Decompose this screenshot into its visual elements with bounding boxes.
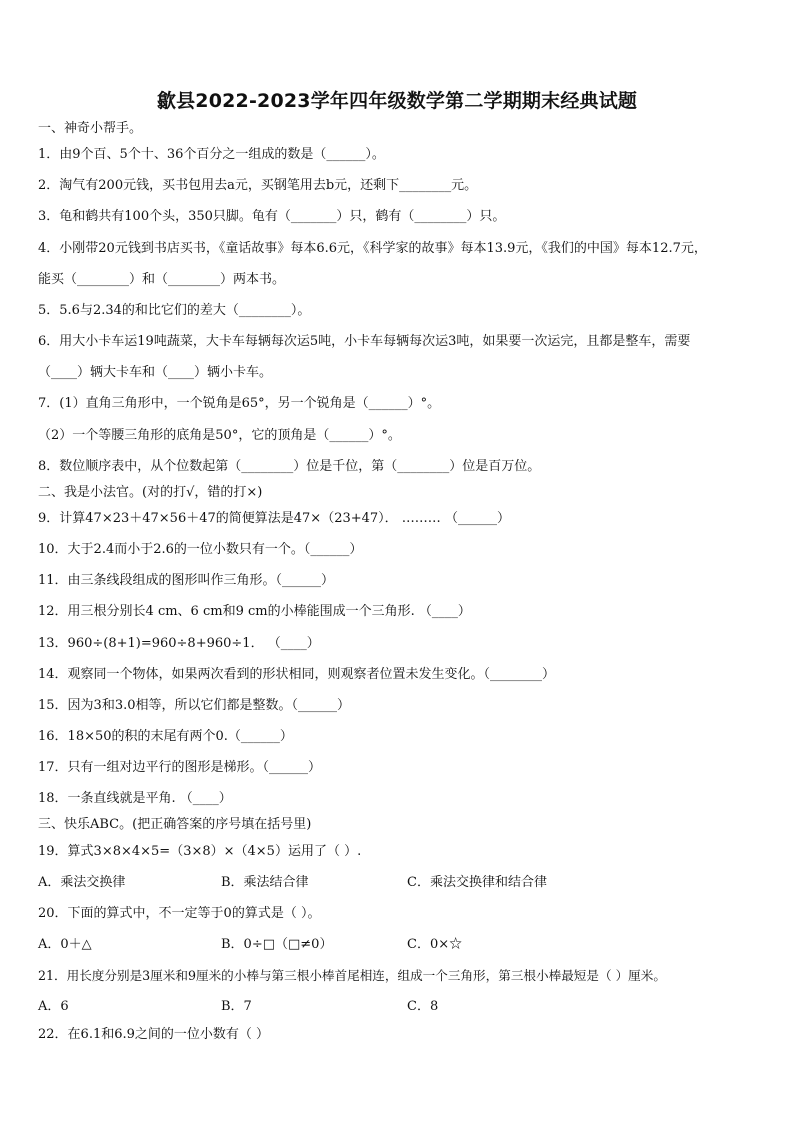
question-13: 13．960÷(8+1)=960÷8+960÷1． （____） <box>38 636 320 651</box>
question-18: 18．一条直线就是平角. （____） <box>38 791 232 806</box>
question-9: 9．计算47×23＋47×56＋47的简便算法是47×（23+47）． ……… （______） <box>38 511 510 526</box>
question-2: 2．淘气有200元钱，买书包用去a元，买钢笔用去b元，还剩下________元。 <box>38 178 478 193</box>
q20-option-c: C．0×☆ <box>407 937 463 952</box>
question-7-part-1: 7．(1）直角三角形中，一个锐角是65°，另一个锐角是（______）°。 <box>38 396 441 411</box>
q19-option-a: A．乘法交换律 <box>38 875 126 890</box>
question-5: 5．5.6与2.34的和比它们的差大（________）。 <box>38 303 311 318</box>
page-title: 歙县2022-2023学年四年级数学第二学期期末经典试题 <box>156 90 638 112</box>
q19-option-c: C．乘法交换律和结合律 <box>407 875 547 890</box>
question-19: 19．算式3×8×4×5=（3×8）×（4×5）运用了（ ）. <box>38 844 362 859</box>
question-12: 12．用三根分别长4 cm、6 cm和9 cm的小棒能围成一个三角形. （____） <box>38 604 471 619</box>
q20-option-a: A．0＋△ <box>38 937 92 952</box>
question-6-line-1: 6．用大小卡车运19吨蔬菜，大卡车每辆每次运5吨，小卡车每辆每次运3吨，如果要一次运完，且都是整车，需要 <box>38 334 691 349</box>
question-22: 22．在6.1和6.9之间的一位小数有（ ） <box>38 1027 270 1042</box>
q20-option-b: B．0÷□（□≠0） <box>221 937 333 952</box>
q21-option-b: B．7 <box>221 999 252 1014</box>
question-11: 11．由三条线段组成的图形叫作三角形。（______） <box>38 573 335 588</box>
q21-option-c: C．8 <box>407 999 439 1014</box>
question-6-line-2: （____）辆大卡车和（____）辆小卡车。 <box>38 365 273 380</box>
question-17: 17．只有一组对边平行的图形是梯形。（______） <box>38 760 322 775</box>
question-1: 1．由9个百、5个十、36个百分之一组成的数是（______）。 <box>38 147 385 162</box>
question-10: 10．大于2.4而小于2.6的一位小数只有一个。（______） <box>38 542 363 557</box>
q21-option-a: A．6 <box>38 999 69 1014</box>
question-16: 16．18×50的积的末尾有两个0.（______） <box>38 729 293 744</box>
question-7-part-2: （2）一个等腰三角形的底角是50°，它的顶角是（______）°。 <box>38 428 401 443</box>
q19-option-b: B．乘法结合律 <box>221 875 309 890</box>
section-heading-3: 三、快乐ABC。(把正确答案的序号填在括号里) <box>38 817 312 832</box>
question-4-line-1: 4．小刚带20元钱到书店买书，《童话故事》每本6.6元，《科学家的故事》每本13.9元，《我们的中国》每本12.7元， <box>38 241 707 256</box>
question-4-line-2: 能买（________）和（________）两本书。 <box>38 272 286 287</box>
question-3: 3．龟和鹤共有100个头，350只脚。龟有（_______）只，鹤有（________）只。 <box>38 209 506 224</box>
section-heading-1: 一、神奇小帮手。 <box>38 121 143 136</box>
section-heading-2: 二、我是小法官。(对的打√，错的打×) <box>38 485 263 500</box>
question-8: 8．数位顺序表中，从个位数起第（________）位是千位，第（________）位是百万位。 <box>38 459 541 474</box>
question-14: 14．观察同一个物体，如果两次看到的形状相同，则观察者位置未发生变化。（________） <box>38 667 556 682</box>
question-20: 20．下面的算式中，不一定等于0的算式是（ ）。 <box>38 906 321 921</box>
question-21: 21．用长度分别是3厘米和9厘米的小棒与第三根小棒首尾相连，组成一个三角形，第三根小棒最短是（ ）厘米。 <box>38 968 666 983</box>
question-15: 15．因为3和3.0相等，所以它们都是整数。（______） <box>38 698 350 713</box>
